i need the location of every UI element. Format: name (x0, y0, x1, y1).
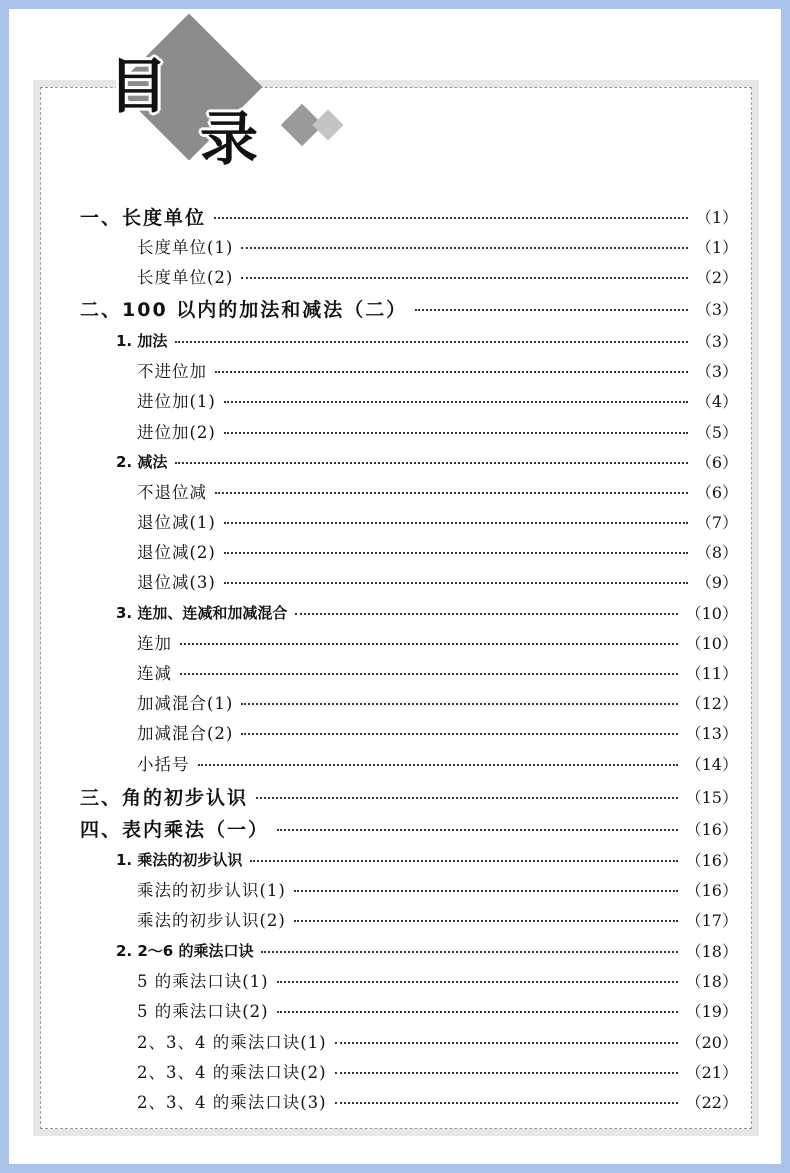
toc-page-number: （21） (685, 1062, 738, 1082)
toc-label: 进位加(2) (137, 423, 216, 442)
toc-page-number: （13） (685, 723, 738, 743)
toc-label: 一、长度单位 (80, 206, 207, 229)
toc-label: 小括号 (137, 755, 190, 774)
toc-entry (137, 627, 738, 657)
toc-label: 2. 减法 (116, 452, 168, 471)
dot-leader (180, 643, 678, 645)
toc-page-number: （16） (685, 819, 738, 839)
toc-entry (137, 476, 738, 506)
toc-page-number: （2） (695, 267, 738, 287)
toc-entry (137, 566, 738, 596)
dot-leader (198, 764, 678, 766)
toc-chapter (80, 293, 738, 323)
dot-leader (277, 829, 678, 831)
toc-section (116, 935, 738, 965)
dot-leader (415, 309, 688, 311)
dot-leader (294, 920, 678, 922)
dot-leader (335, 1042, 678, 1044)
toc-page-number: （5） (695, 422, 738, 442)
toc-label: 3. 连加、连减和加减混合 (116, 603, 288, 622)
toc-page-number: （6） (695, 452, 738, 472)
toc-label: 连减 (137, 664, 172, 683)
toc-page-number: （6） (695, 482, 738, 502)
toc-label: 乘法的初步认识(1) (137, 881, 286, 900)
dot-leader (250, 860, 677, 862)
toc-section (116, 446, 738, 476)
toc-label: 1. 乘法的初步认识 (116, 850, 243, 869)
title-char-1: 目 (108, 52, 168, 122)
toc-entry (137, 1086, 738, 1116)
toc-entry (137, 261, 738, 291)
toc-page-number: （9） (695, 572, 738, 592)
toc-page-number: （7） (695, 512, 738, 532)
toc-entry (137, 536, 738, 566)
dot-leader (256, 797, 678, 799)
toc-chapter (80, 813, 738, 843)
dot-leader (214, 217, 688, 219)
toc-page-number: （4） (695, 391, 738, 411)
dot-leader (335, 1102, 678, 1104)
dot-leader (261, 951, 677, 953)
toc-page-number: （22） (685, 1092, 738, 1112)
dot-leader (277, 981, 678, 983)
dot-leader (335, 1072, 678, 1074)
toc-entry (137, 416, 738, 446)
dot-leader (224, 552, 688, 554)
toc-page-number: （11） (685, 663, 738, 683)
toc-page-number: （8） (695, 542, 738, 562)
toc-page-number: （3） (695, 361, 738, 381)
toc-label: 5 的乘法口诀(2) (137, 1002, 269, 1021)
toc-label: 连加 (137, 634, 172, 653)
dot-leader (180, 673, 678, 675)
toc-page-number: （20） (685, 1032, 738, 1052)
toc-label: 2、3、4 的乘法口诀(2) (137, 1063, 327, 1082)
toc-label: 退位减(1) (137, 513, 216, 532)
toc-page-number: （3） (695, 299, 738, 319)
dot-leader (241, 733, 677, 735)
dot-leader (295, 613, 677, 615)
toc-label: 1. 加法 (116, 331, 168, 350)
toc-entry (137, 965, 738, 995)
dot-leader (224, 401, 688, 403)
dot-leader (241, 247, 687, 249)
toc-entry (137, 657, 738, 687)
toc-page-number: （3） (695, 331, 738, 351)
toc-label: 不退位减 (137, 483, 207, 502)
dot-leader (175, 462, 687, 464)
toc-entry (137, 995, 738, 1025)
toc-chapter (80, 201, 738, 231)
toc-page-number: （16） (685, 880, 738, 900)
toc-label: 2. 2～6 的乘法口诀 (116, 941, 254, 960)
toc-entry (137, 506, 738, 536)
toc-page-number: （17） (685, 910, 738, 930)
dot-leader (215, 492, 688, 494)
toc-page-number: （14） (685, 754, 738, 774)
toc-label: 进位加(1) (137, 392, 216, 411)
toc-section (116, 844, 738, 874)
toc-entry (137, 1056, 738, 1086)
toc-entry (137, 231, 738, 261)
dot-leader (241, 277, 687, 279)
toc-page-number: （1） (695, 237, 738, 257)
toc-page-number: （15） (685, 787, 738, 807)
toc-page-number: （18） (685, 971, 738, 991)
toc-page-number: （18） (685, 941, 738, 961)
toc-page-number: （10） (685, 633, 738, 653)
toc-entry (137, 904, 738, 934)
dot-leader (224, 432, 688, 434)
dot-leader (224, 582, 688, 584)
toc-page-number: （19） (685, 1001, 738, 1021)
toc-chapter (80, 781, 738, 811)
toc-entry (137, 874, 738, 904)
toc-entry (137, 385, 738, 415)
toc-label: 二、100 以内的加法和减法（二） (80, 298, 408, 321)
toc-entry (137, 687, 738, 717)
toc-section (116, 597, 738, 627)
title-char-2: 录 (200, 105, 259, 173)
toc-label: 乘法的初步认识(2) (137, 911, 286, 930)
toc-label: 退位减(3) (137, 573, 216, 592)
toc-label: 长度单位(2) (137, 268, 234, 287)
toc-section (116, 325, 738, 355)
toc-label: 5 的乘法口诀(1) (137, 972, 269, 991)
toc-entry (137, 355, 738, 385)
dot-leader (241, 703, 677, 705)
toc-entry (137, 1026, 738, 1056)
dot-leader (215, 371, 688, 373)
toc-entry (137, 717, 738, 747)
dot-leader (294, 890, 678, 892)
toc-page-number: （10） (685, 603, 738, 623)
toc-entry (137, 748, 738, 778)
toc-page-number: （16） (685, 850, 738, 870)
toc-label: 长度单位(1) (137, 238, 234, 257)
toc-label: 2、3、4 的乘法口诀(3) (137, 1093, 327, 1112)
dot-leader (175, 341, 687, 343)
toc-page-number: （12） (685, 693, 738, 713)
toc-label: 2、3、4 的乘法口诀(1) (137, 1033, 327, 1052)
toc-label: 加减混合(2) (137, 724, 234, 743)
toc-label: 三、角的初步认识 (80, 786, 249, 809)
toc-label: 四、表内乘法（一） (80, 818, 270, 841)
toc-label: 加减混合(1) (137, 694, 234, 713)
toc-page-number: （1） (695, 207, 738, 227)
toc-label: 退位减(2) (137, 543, 216, 562)
dot-leader (224, 522, 688, 524)
dot-leader (277, 1011, 678, 1013)
toc-label: 不进位加 (137, 362, 207, 381)
